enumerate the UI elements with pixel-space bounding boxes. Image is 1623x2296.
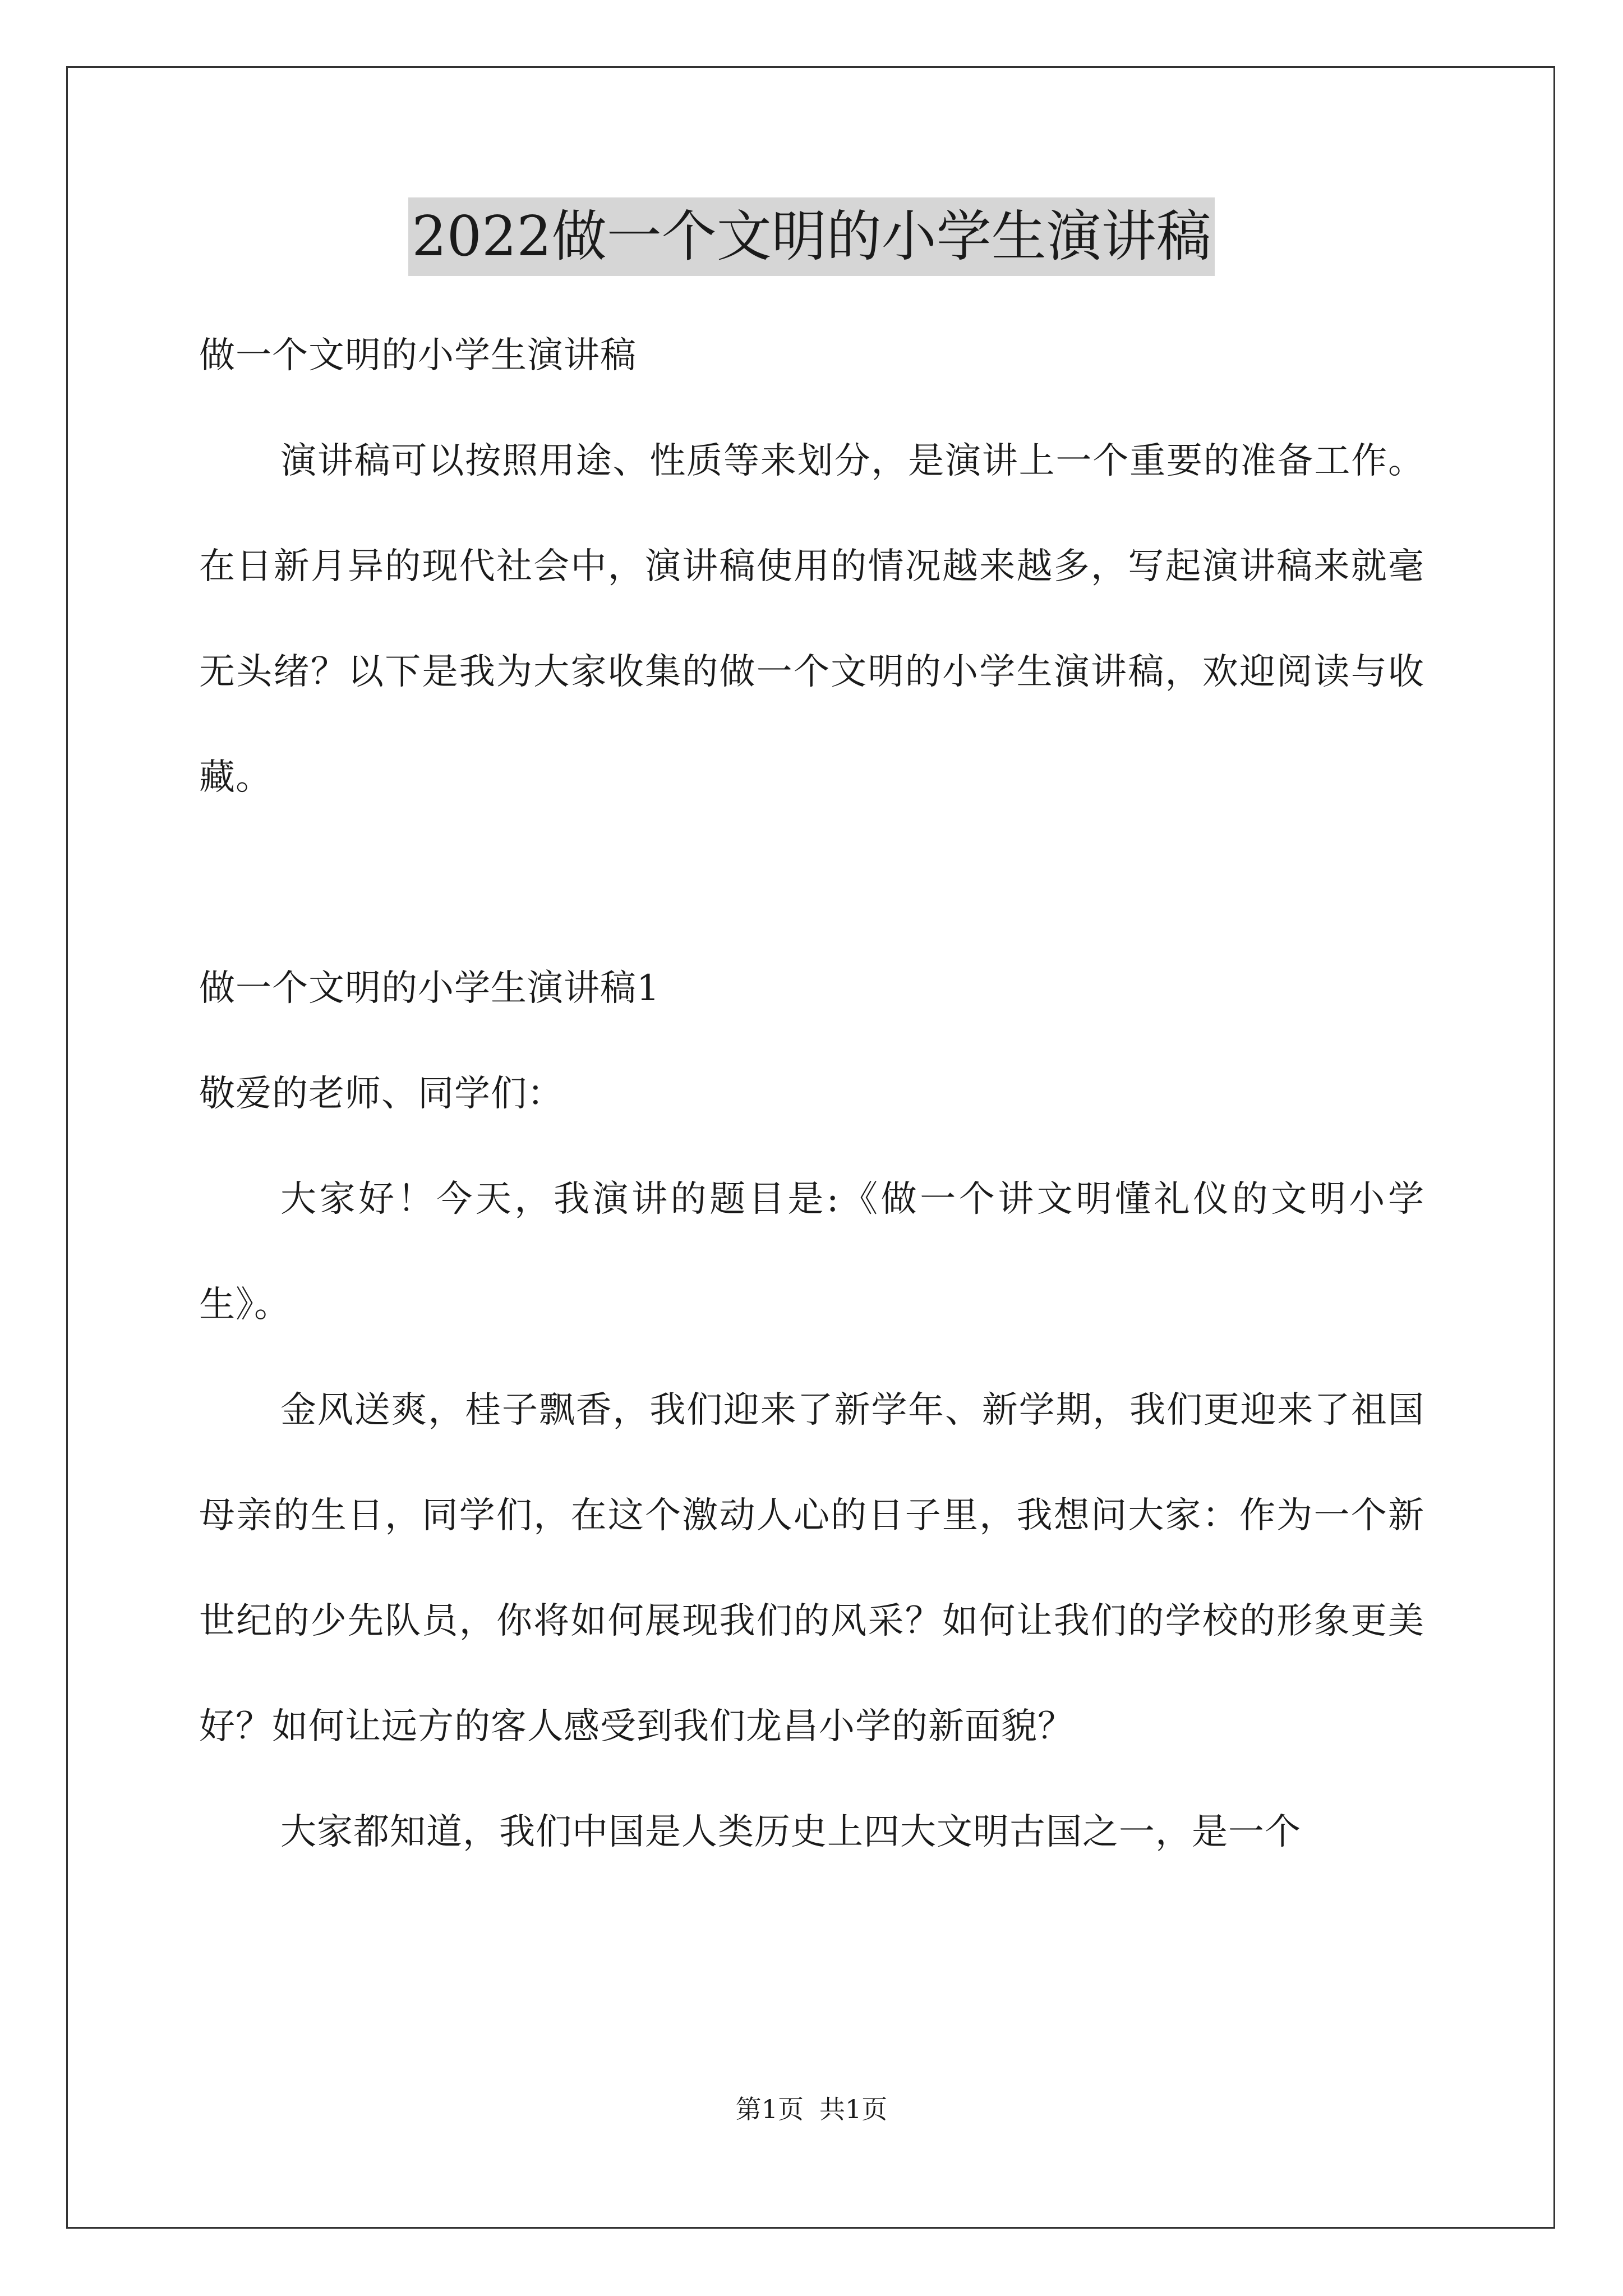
- title-container: [0, 197, 1623, 276]
- subtitle-paragraph: 做一个文明的小学生演讲稿: [199, 335, 637, 376]
- page-footer: [0, 2092, 1623, 2126]
- page-number-total: 共1页: [819, 2094, 888, 2124]
- page-number-current: 第1页: [735, 2094, 804, 2124]
- body-paragraph: 大家好！今天，我演讲的题目是:《做一个讲文明懂礼仪的文明小学生》。: [199, 1179, 1424, 1326]
- salutation-paragraph: 敬爱的老师、同学们：: [199, 1073, 564, 1115]
- paragraph-gap: [199, 830, 1424, 936]
- body-paragraph: 大家都知道，我们中国是人类历史上四大文明古国之一，是一个: [280, 1811, 1301, 1853]
- section-heading: 做一个文明的小学生演讲稿1: [199, 968, 660, 1009]
- document-body: [199, 303, 1424, 1885]
- body-paragraph: 金风送爽，桂子飘香，我们迎来了新学年、新学期，我们更迎来了祖国母亲的生日，同学们，在这个激动人心的日子里，我想问大家：作为一个新世纪的少先队员，你将如何展现我们的风采？如何让我们的学校的形象更美好？如何让远方的客人感受到我们龙昌小学的新面貌？: [199, 1389, 1424, 1747]
- document-title: 2022做一个文明的小学生演讲稿: [408, 197, 1214, 276]
- intro-paragraph: 演讲稿可以按照用途、性质等来划分，是演讲上一个重要的准备工作。在日新月异的现代社会中，演讲稿使用的情况越来越多，写起演讲稿来就毫无头绪？以下是我为大家收集的做一个文明的小学生演讲稿，欢迎阅读与收藏。: [199, 440, 1424, 798]
